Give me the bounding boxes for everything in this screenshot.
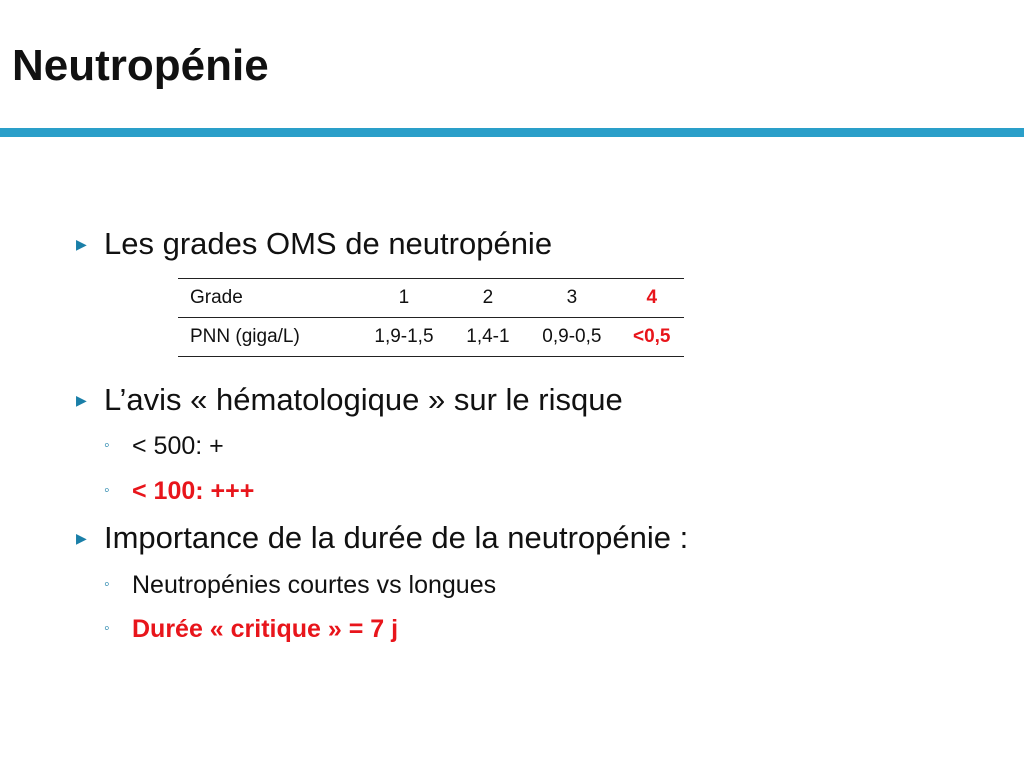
- circle-bullet-icon: ◦: [104, 576, 110, 593]
- bullet-text: Importance de la durée de la neutropénie :: [104, 520, 689, 555]
- sub-bullet-text: < 500: +: [132, 432, 224, 460]
- table-cell: PNN (giga/L): [178, 318, 356, 357]
- triangle-bullet-icon: ▶: [76, 236, 87, 252]
- sub-bullet-critical-duration: [104, 612, 398, 646]
- table-cell-highlight: 4: [619, 279, 684, 318]
- table-cell: 1,9-1,5: [356, 318, 451, 357]
- sub-bullet-text: < 100: +++: [132, 477, 255, 505]
- sub-bullet-500: [104, 429, 224, 463]
- table-cell: 3: [524, 279, 619, 318]
- circle-bullet-icon: ◦: [104, 482, 110, 499]
- table-cell: 1: [356, 279, 451, 318]
- bullet-text: L’avis « hématologique » sur le risque: [104, 382, 623, 417]
- bullet-text: Les grades OMS de neutropénie: [104, 226, 553, 261]
- sub-bullet-short-vs-long: [104, 568, 496, 602]
- table-row-pnn: [178, 318, 684, 357]
- table-cell: 2: [452, 279, 525, 318]
- table-row-header: [178, 279, 684, 318]
- who-grades-table: [178, 278, 684, 357]
- triangle-bullet-icon: ▶: [76, 392, 87, 408]
- table-cell: Grade: [178, 279, 356, 318]
- title-divider-bar: [0, 128, 1024, 137]
- circle-bullet-icon: ◦: [104, 620, 110, 637]
- sub-bullet-text: Durée « critique » = 7 j: [132, 615, 399, 643]
- sub-bullet-text: Neutropénies courtes vs longues: [132, 571, 497, 599]
- triangle-bullet-icon: ▶: [76, 530, 87, 546]
- bullet-hematology-opinion: [76, 380, 623, 420]
- table-cell: 1,4-1: [452, 318, 525, 357]
- table-cell-highlight: <0,5: [619, 318, 684, 357]
- bullet-duration-importance: [76, 518, 688, 558]
- slide-title: Neutropénie: [12, 41, 269, 90]
- table-cell: 0,9-0,5: [524, 318, 619, 357]
- sub-bullet-100: [104, 474, 254, 508]
- circle-bullet-icon: ◦: [104, 437, 110, 454]
- bullet-who-grades: [76, 224, 552, 264]
- title-divider: [0, 128, 1024, 137]
